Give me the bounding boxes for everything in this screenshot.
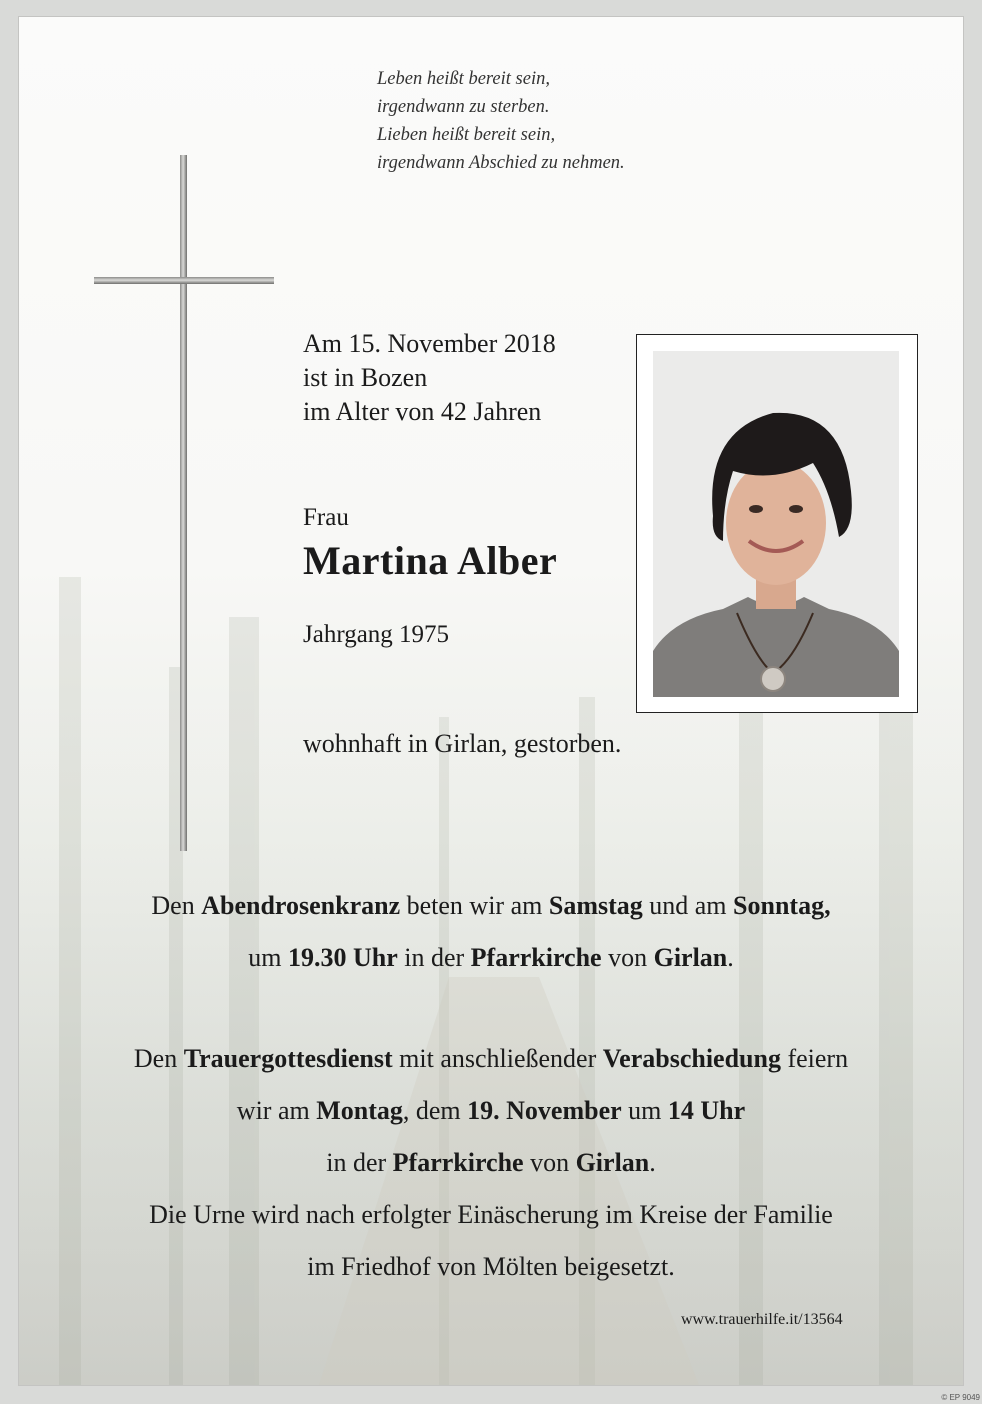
quote-line: Lieben heißt bereit sein, [377,125,556,145]
obituary-sheet [18,16,964,1386]
text: um [248,943,288,972]
text: von [523,1148,576,1177]
rosary-notice [19,880,963,984]
text: um [621,1096,668,1125]
text: , dem [402,1096,468,1125]
portrait-image [653,351,899,697]
text: Den [133,1044,184,1073]
print-code: © EP 9049 [941,1393,980,1402]
intro-line: im Alter von 42 Jahren [303,397,542,426]
salutation: Frau [303,504,349,531]
text: von [601,943,654,972]
service-line-4: Die Urne wird nach erfolgter Einäscherung im Kreise der Familie [149,1200,833,1229]
text: mit anschließender [392,1044,603,1073]
emphasis: Girlan [653,943,728,972]
deceased-name: Martina Alber [303,538,558,583]
text: beten wir am [400,891,549,920]
emphasis: Abendrosenkranz [201,891,401,920]
memorial-quote [377,65,625,177]
text: in der [397,943,471,972]
emphasis: Verabschiedung [602,1044,781,1073]
cross-icon [180,155,187,851]
cross-crossbar [94,277,274,284]
service-line-5: im Friedhof von Mölten beigesetzt. [307,1252,675,1281]
intro-line: ist in Bozen [303,363,428,392]
text: Den [151,891,202,920]
emphasis: 19. November [467,1096,622,1125]
text: in der [326,1148,393,1177]
emphasis: Samstag [548,891,643,920]
service-line-2 [19,1085,963,1137]
portrait-photo [653,351,899,697]
intro-line: Am 15. November 2018 [303,329,556,358]
text: feiern [780,1044,849,1073]
residence: wohnhaft in Girlan, gestorben. [303,729,622,758]
service-notice [19,1033,963,1293]
rosary-line-1 [19,880,963,932]
emphasis: 14 Uhr [667,1096,746,1125]
text: . [649,1148,656,1177]
emphasis: Montag [316,1096,403,1125]
rosary-line-2 [19,932,963,984]
quote-line: irgendwann zu sterben. [377,97,550,117]
birth-year: Jahrgang 1975 [303,621,450,648]
portrait-frame [636,334,918,713]
emphasis: Girlan [575,1148,650,1177]
text: und am [642,891,734,920]
emphasis: Sonntag, [733,891,831,920]
emphasis: Pfarrkirche [392,1148,524,1177]
emphasis: 19.30 Uhr [287,943,398,972]
quote-line: irgendwann Abschied zu nehmen. [377,153,625,173]
death-announcement [303,327,556,429]
service-line-1 [19,1033,963,1085]
service-line-3 [19,1137,963,1189]
emphasis: Pfarrkirche [470,943,602,972]
text: wir am [236,1096,317,1125]
website-link[interactable]: www.trauerhilfe.it/13564 [681,1311,843,1328]
emphasis: Trauergottesdienst [183,1044,393,1073]
text: . [727,943,734,972]
quote-line: Leben heißt bereit sein, [377,69,550,89]
